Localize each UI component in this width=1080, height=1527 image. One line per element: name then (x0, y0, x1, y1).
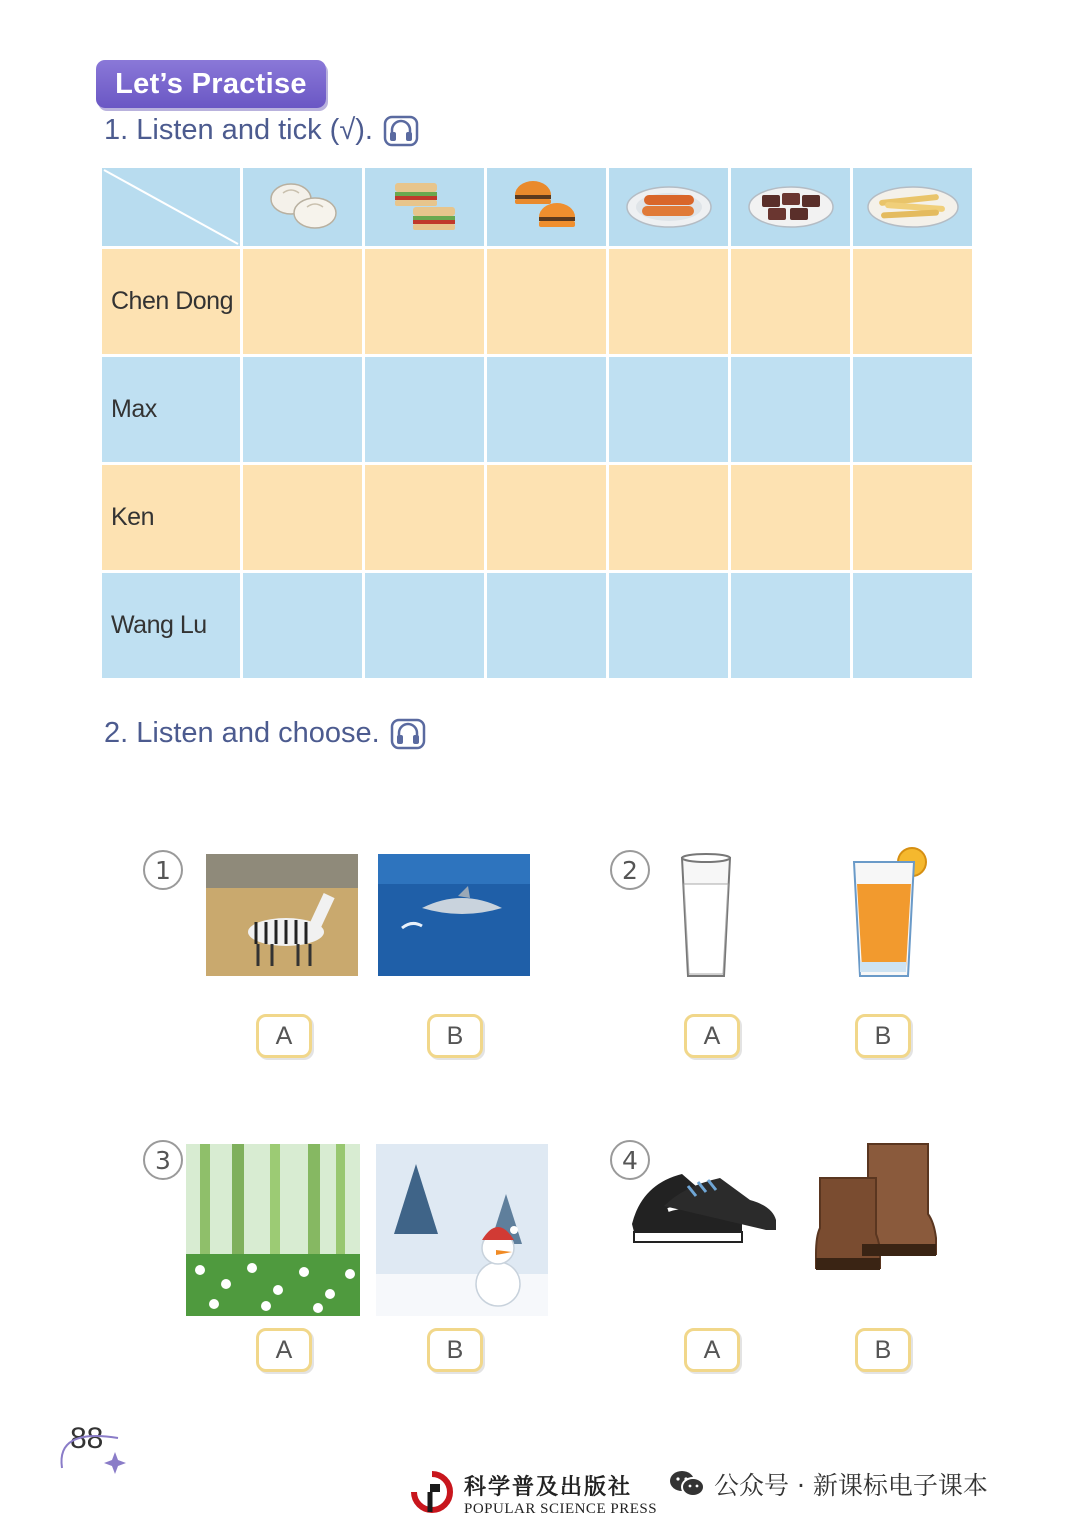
table-header-row (102, 168, 972, 246)
row-name: Wang Lu (102, 573, 240, 678)
wechat-icon (668, 1469, 706, 1499)
section2-heading-text: 2. Listen and choose. (104, 717, 380, 749)
boots-icon (810, 1138, 944, 1283)
table-row (102, 249, 972, 354)
option-b-button[interactable]: B (855, 1328, 911, 1372)
orange-juice-icon (846, 842, 930, 987)
tick-cell[interactable] (487, 573, 606, 678)
item-number: 4 (610, 1140, 650, 1180)
sandwiches-icon (365, 168, 484, 246)
item-number: 3 (143, 1140, 183, 1180)
headphones-icon[interactable] (383, 115, 419, 147)
tick-cell[interactable] (609, 573, 728, 678)
banner-label: Let’s Practise (115, 67, 307, 100)
option-a-button[interactable]: A (684, 1328, 740, 1372)
row-name: Chen Dong (102, 249, 240, 354)
tick-cell[interactable] (731, 573, 850, 678)
option-a-button[interactable]: A (256, 1014, 312, 1058)
zebra-photo (200, 848, 364, 987)
watermark-text: 公众号 · 新课标电子课本 (714, 1471, 988, 1500)
tick-cell[interactable] (731, 249, 850, 354)
tick-cell[interactable] (609, 465, 728, 570)
option-b-button[interactable]: B (427, 1328, 483, 1372)
tick-cell[interactable] (853, 573, 972, 678)
tick-cell[interactable] (365, 465, 484, 570)
steamed-buns-icon (243, 168, 362, 246)
row-name: Ken (102, 465, 240, 570)
table-row (102, 573, 972, 678)
tick-cell[interactable] (487, 249, 606, 354)
item-number: 2 (610, 850, 650, 890)
tick-cell[interactable] (731, 465, 850, 570)
table-row (102, 465, 972, 570)
tick-cell[interactable] (609, 249, 728, 354)
tick-cell[interactable] (243, 357, 362, 462)
publisher-logo (410, 1470, 657, 1518)
row-name: Max (102, 357, 240, 462)
corner-cell (102, 168, 240, 246)
page-swirl-icon (56, 1420, 128, 1476)
tick-cell[interactable] (853, 465, 972, 570)
section2-heading (104, 717, 426, 750)
lets-practise-banner (96, 60, 326, 108)
option-a-button[interactable]: A (684, 1014, 740, 1058)
hamburgers-icon (487, 168, 606, 246)
tick-cell[interactable] (365, 573, 484, 678)
tick-cell[interactable] (487, 357, 606, 462)
section1-heading-text: 1. Listen and tick (√). (104, 114, 373, 146)
item-number: 1 (143, 850, 183, 890)
tick-cell[interactable] (487, 465, 606, 570)
tick-cell[interactable] (365, 249, 484, 354)
publisher-name-cn: 科学普及出版社 (464, 1474, 633, 1500)
publisher-name-en: POPULAR SCIENCE PRESS (464, 1501, 658, 1517)
spring-forest-photo (186, 1144, 360, 1321)
tick-cell[interactable] (243, 249, 362, 354)
chocolates-plate-icon (731, 168, 850, 246)
sausages-plate-icon (609, 168, 728, 246)
tick-cell[interactable] (731, 357, 850, 462)
option-a-button[interactable]: A (256, 1328, 312, 1372)
milk-glass-icon (674, 852, 738, 987)
snowman-winter-photo (376, 1144, 548, 1321)
tick-cell[interactable] (243, 465, 362, 570)
dolphin-photo (372, 848, 536, 987)
sneakers-icon (628, 1150, 778, 1265)
tick-cell[interactable] (853, 357, 972, 462)
publisher-icon (410, 1470, 454, 1518)
section1-heading (104, 114, 419, 147)
wechat-watermark (668, 1466, 988, 1502)
table-row (102, 357, 972, 462)
tick-cell[interactable] (365, 357, 484, 462)
tick-table (99, 165, 975, 681)
french-fries-plate-icon (853, 168, 972, 246)
headphones-icon[interactable] (390, 718, 426, 750)
option-b-button[interactable]: B (855, 1014, 911, 1058)
page-number: 88 (70, 1422, 104, 1455)
tick-cell[interactable] (609, 357, 728, 462)
tick-cell[interactable] (243, 573, 362, 678)
option-b-button[interactable]: B (427, 1014, 483, 1058)
tick-cell[interactable] (853, 249, 972, 354)
